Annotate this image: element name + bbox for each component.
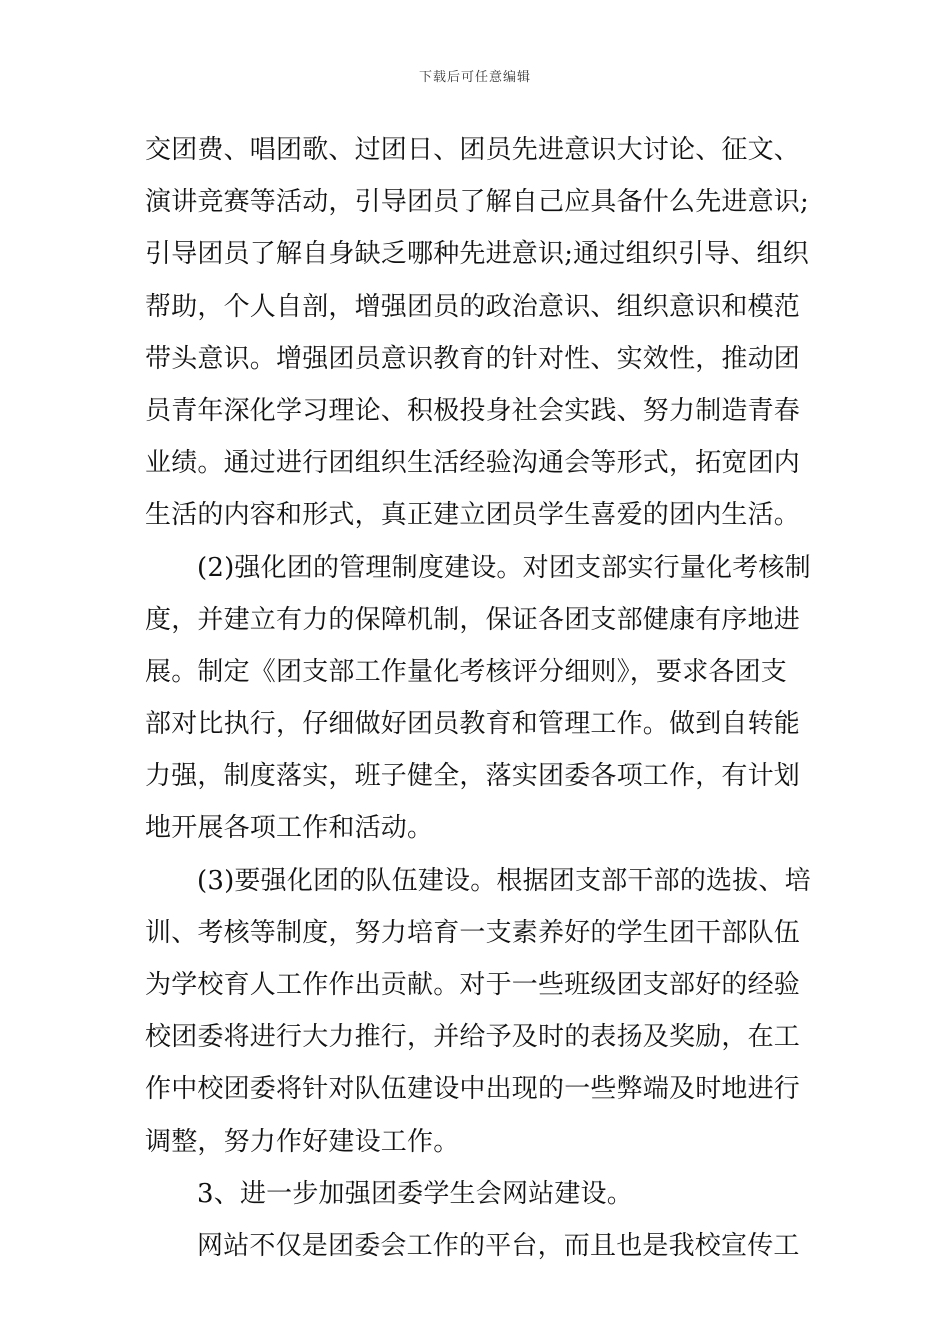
text-line: 网站不仅是团委会工作的平台，而且也是我校宣传工 [197,1230,800,1261]
text-line: 业绩。通过进行团组织生活经验沟通会等形式，拓宽团内 [145,448,801,479]
text-line: 生活的内容和形式，真正建立团员学生喜爱的团内生活。 [145,500,801,531]
text-line: 力强，制度落实，班子健全，落实团委各项工作，有计划 [145,761,801,792]
document-body [145,124,810,1272]
text-line: 部对比执行，仔细做好团员教育和管理工作。做到自转能 [145,709,801,740]
text-line: 3、进一步加强团委学生会网站建设。 [197,1178,633,1209]
paragraph [145,1220,810,1272]
text-line: 引导团员了解自身缺乏哪种先进意识;通过组织引导、组织 [145,239,809,270]
section-heading [145,1168,810,1220]
text-line: 校团委将进行大力推行，并给予及时的表扬及奖励，在工 [145,1022,801,1053]
text-line: 训、考核等制度，努力培育一支素养好的学生团干部队伍 [145,917,801,948]
text-line: 作中校团委将针对队伍建设中出现的一些弊端及时地进行 [145,1074,801,1105]
text-line: 调整，努力作好建设工作。 [145,1126,460,1157]
paragraph [145,855,810,1168]
text-line: 度，并建立有力的保障机制，保证各团支部健康有序地进 [145,604,801,635]
page-header: 下载后可任意编辑 [418,70,531,85]
text-line: 地开展各项工作和活动。 [145,813,434,844]
paragraph [145,542,810,855]
text-line: 展。制定《团支部工作量化考核评分细则》，要求各团支 [145,656,788,687]
text-line: 帮助，个人自剖，增强团员的政治意识、组织意识和模范 [145,291,801,322]
paragraph [145,124,810,542]
text-line: 为学校育人工作作出贡献。对于一些班级团支部好的经验 [145,970,801,1000]
text-line: (3)要强化团的队伍建设。根据团支部干部的选拔、培 [197,865,811,896]
text-line: 员青年深化学习理论、积极投身社会实践、努力制造青春 [145,395,801,426]
text-line: (2)强化团的管理制度建设。对团支部实行量化考核制 [197,552,811,583]
text-line: 交团费、唱团歌、过团日、团员先进意识大讨论、征文、 [145,135,801,165]
text-line: 带头意识。增强团员意识教育的针对性、实效性，推动团 [145,343,801,374]
text-line: 演讲竞赛等活动，引导团员了解自己应具备什么先进意识; [145,187,809,218]
